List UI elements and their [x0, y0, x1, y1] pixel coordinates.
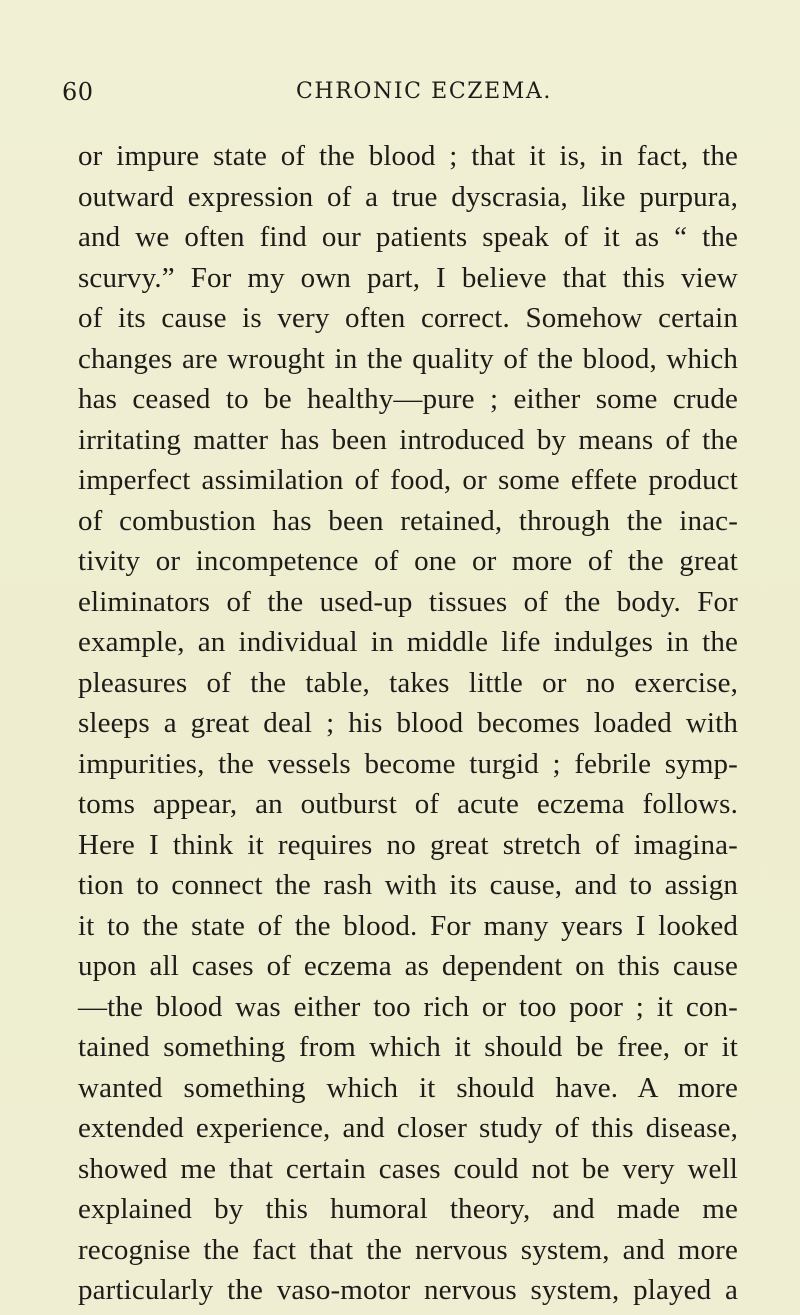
- text-line: irritating matter has been introduced by means of the: [78, 423, 738, 456]
- text-line: recognise the fact that the nervous system, and more: [78, 1233, 738, 1266]
- text-line: particularly the vaso-motor nervous system, played a: [78, 1274, 738, 1306]
- running-head: [62, 76, 742, 116]
- text-line: tivity or incompetence of one or more of the great: [78, 545, 738, 577]
- text-line: wanted something which it should have. A more: [78, 1071, 738, 1104]
- running-title: CHRONIC ECZEMA.: [295, 79, 553, 104]
- text-line: of its cause is very often correct. Somehow certain: [78, 302, 738, 334]
- text-line: and we often find our patients speak of it as “ the: [78, 221, 738, 253]
- text-line: of combustion has been retained, through the inac-: [78, 504, 738, 537]
- text-line: tained something from which it should be free, or it: [78, 1031, 738, 1063]
- text-line: explained by this humoral theory, and made me: [78, 1193, 738, 1225]
- text-line: pleasures of the table, takes little or no exercise,: [78, 666, 738, 699]
- page-number: 60: [62, 78, 94, 106]
- text-line: showed me that certain cases could not be very well: [78, 1152, 738, 1185]
- text-line: sleeps a great deal ; his blood becomes loaded with: [78, 707, 738, 739]
- text-line: has ceased to be healthy—pure ; either some crude: [78, 383, 738, 415]
- text-line: impurities, the vessels become turgid ; febrile symp-: [78, 747, 738, 780]
- text-line: extended experience, and closer study of this disease,: [78, 1112, 738, 1144]
- text-line: imperfect assimilation of food, or some effete product: [78, 464, 738, 496]
- text-line: eliminators of the used-up tissues of the body. For: [78, 585, 738, 618]
- body-text: [78, 136, 738, 1311]
- text-line: example, an individual in middle life indulges in the: [78, 626, 738, 658]
- text-line: changes are wrought in the quality of the blood, which: [78, 342, 738, 375]
- text-line: scurvy.” For my own part, I believe that this view: [78, 261, 738, 294]
- text-line: outward expression of a true dyscrasia, like purpura,: [78, 180, 738, 213]
- text-line: upon all cases of eczema as dependent on this cause: [78, 950, 738, 982]
- text-line: or impure state of the blood ; that it is, in fact, the: [78, 140, 738, 172]
- text-line: tion to connect the rash with its cause, and to assign: [78, 869, 738, 901]
- text-line: it to the state of the blood. For many years I looked: [78, 909, 738, 942]
- text-line: —the blood was either too rich or too poor ; it con-: [78, 990, 738, 1023]
- text-line: Here I think it requires no great stretch of imagina-: [78, 828, 738, 861]
- text-line: toms appear, an outburst of acute eczema follows.: [78, 788, 738, 820]
